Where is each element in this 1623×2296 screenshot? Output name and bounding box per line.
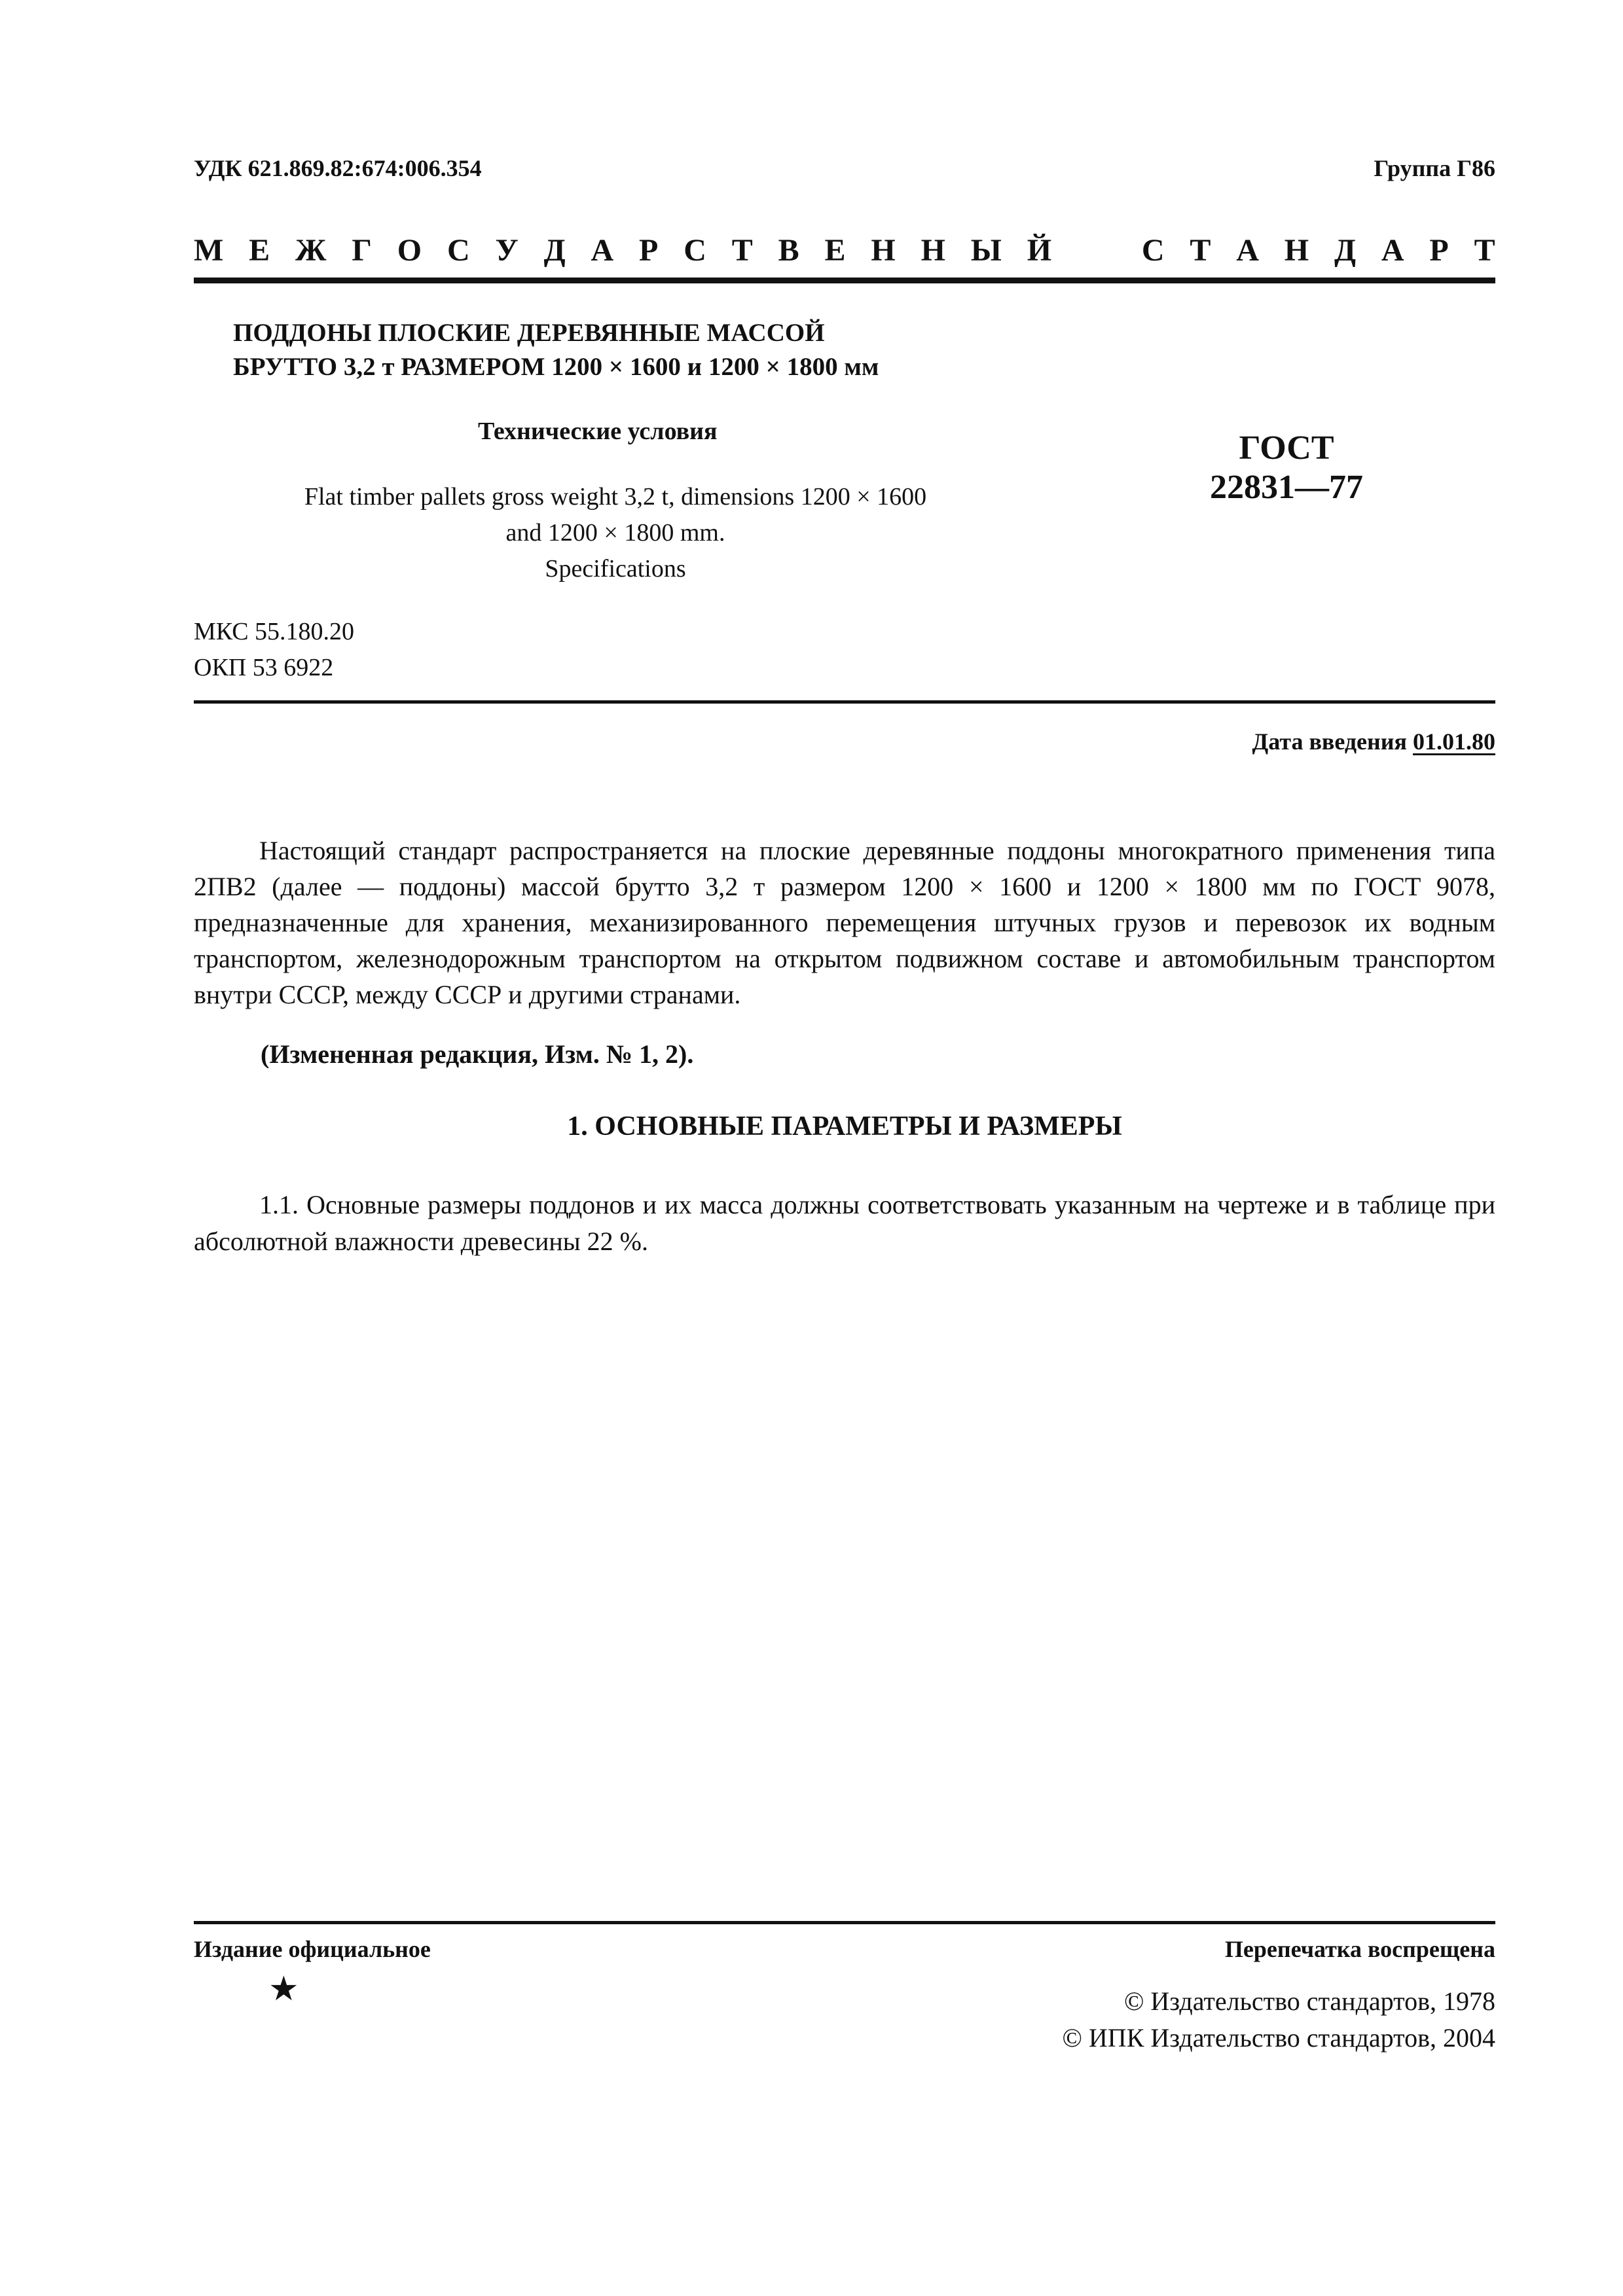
banner-letter-2-5: А: [1381, 232, 1404, 268]
gost-designation: [1188, 429, 1385, 507]
banner-letter-2-1: Т: [1190, 232, 1211, 268]
bottom-rule: [194, 1921, 1495, 1924]
top-rule: [194, 278, 1495, 283]
banner-letter-1-13: Е: [824, 232, 846, 268]
gost-label: ГОСТ: [1239, 429, 1334, 467]
english-title-line-3: Specifications: [545, 555, 686, 583]
clause-1-1: 1.1. Основные размеры поддонов и их масса должны соответствовать указанным на чертеже и в таблице при абсолютной влажности древесины 22 %.: [194, 1190, 1495, 1256]
banner-letter-1-3: Г: [352, 232, 372, 268]
gost-number: 22831—77: [1210, 469, 1363, 506]
banner-letter-1-5: С: [447, 232, 470, 268]
intro-text: Настоящий стандарт распространяется на плоские деревянные поддоны многократного применения типа 2ПВ2 (далее — поддоны) массой брутто 3,2 т размером 1200 × 1600 и 1200 × 1800 мм по ГОСТ 9078, предназначенные для хранения, механизированного перемещения штучных грузов и перевозок их водным транспортом, железнодорожным транспортом на открытом подвижном составе и автомобильным транспортом внутри СССР, между СССР и другими странами.: [194, 836, 1495, 1009]
banner-letter-1-14: Н: [871, 232, 896, 268]
introduction-date-value: 01.01.80: [1413, 728, 1495, 755]
banner-letter-1-17: Й: [1027, 232, 1052, 268]
banner-letter-1-1: Е: [249, 232, 270, 268]
middle-rule: [194, 700, 1495, 704]
banner-letter-1-0: М: [194, 232, 224, 268]
reprint-prohibited: Перепечатка воспрещена: [1224, 1936, 1495, 1962]
classification-codes: [194, 614, 354, 686]
udk-code: УДК 621.869.82:674:006.354: [194, 155, 482, 181]
banner-letter-1-8: А: [591, 232, 614, 268]
group-code: Группа Г86: [1374, 155, 1495, 181]
banner-letter-2-6: Р: [1429, 232, 1449, 268]
banner-letter-1-16: Ы: [970, 232, 1002, 268]
banner-letter-1-11: Т: [731, 232, 753, 268]
banner-letter-2-7: Т: [1474, 232, 1495, 268]
copyright-line-2: © ИПК Издательство стандартов, 2004: [1062, 2023, 1495, 2053]
banner-letter-2-4: Д: [1334, 232, 1357, 268]
banner-letter-1-10: С: [684, 232, 706, 268]
copyright-line-1: © Издательство стандартов, 1978: [1123, 1986, 1495, 2016]
amendment-note: (Измененная редакция, Изм. № 1, 2).: [261, 1039, 694, 1069]
subtitle: Технические условия: [478, 418, 718, 445]
english-title-line-2: and 1200 × 1800 mm.: [505, 519, 725, 547]
mks-code: МКС 55.180.20: [194, 618, 355, 645]
banner-letter-1-6: У: [495, 232, 519, 268]
title-line-2: БРУТТО 3,2 т РАЗМЕРОМ 1200 × 1600 и 1200 × 1800 мм: [233, 353, 879, 381]
banner-letter-1-4: О: [397, 232, 422, 268]
introduction-date: [1252, 728, 1496, 755]
banner-letter-1-7: Д: [543, 232, 566, 268]
standard-banner: [194, 230, 1495, 270]
banner-letter-2-3: Н: [1284, 232, 1309, 268]
copyright-block: [1063, 1983, 1495, 2056]
banner-letter-1-12: В: [778, 232, 799, 268]
banner-letter-1-2: Ж: [295, 232, 327, 268]
official-edition: Издание официальное: [194, 1936, 431, 1962]
banner-letter-2-0: С: [1141, 232, 1165, 268]
english-title-line-1: Flat timber pallets gross weight 3,2 t, dimensions 1200 × 1600: [304, 483, 927, 511]
section-heading: 1. ОСНОВНЫЕ ПАРАМЕТРЫ И РАЗМЕРЫ: [567, 1111, 1122, 1141]
okp-code: ОКП 53 6922: [194, 654, 334, 681]
star-icon: ★: [268, 1971, 299, 2008]
english-title: [249, 479, 982, 587]
banner-letter-2-2: А: [1236, 232, 1259, 268]
banner-letter-1-15: Н: [921, 232, 945, 268]
introduction-date-label: Дата введения: [1252, 728, 1407, 755]
document-title: [233, 316, 1084, 384]
banner-letter-1-9: Р: [639, 232, 659, 268]
intro-paragraph: [194, 833, 1495, 1013]
title-line-1: ПОДДОНЫ ПЛОСКИЕ ДЕРЕВЯННЫЕ МАССОЙ: [233, 319, 825, 347]
